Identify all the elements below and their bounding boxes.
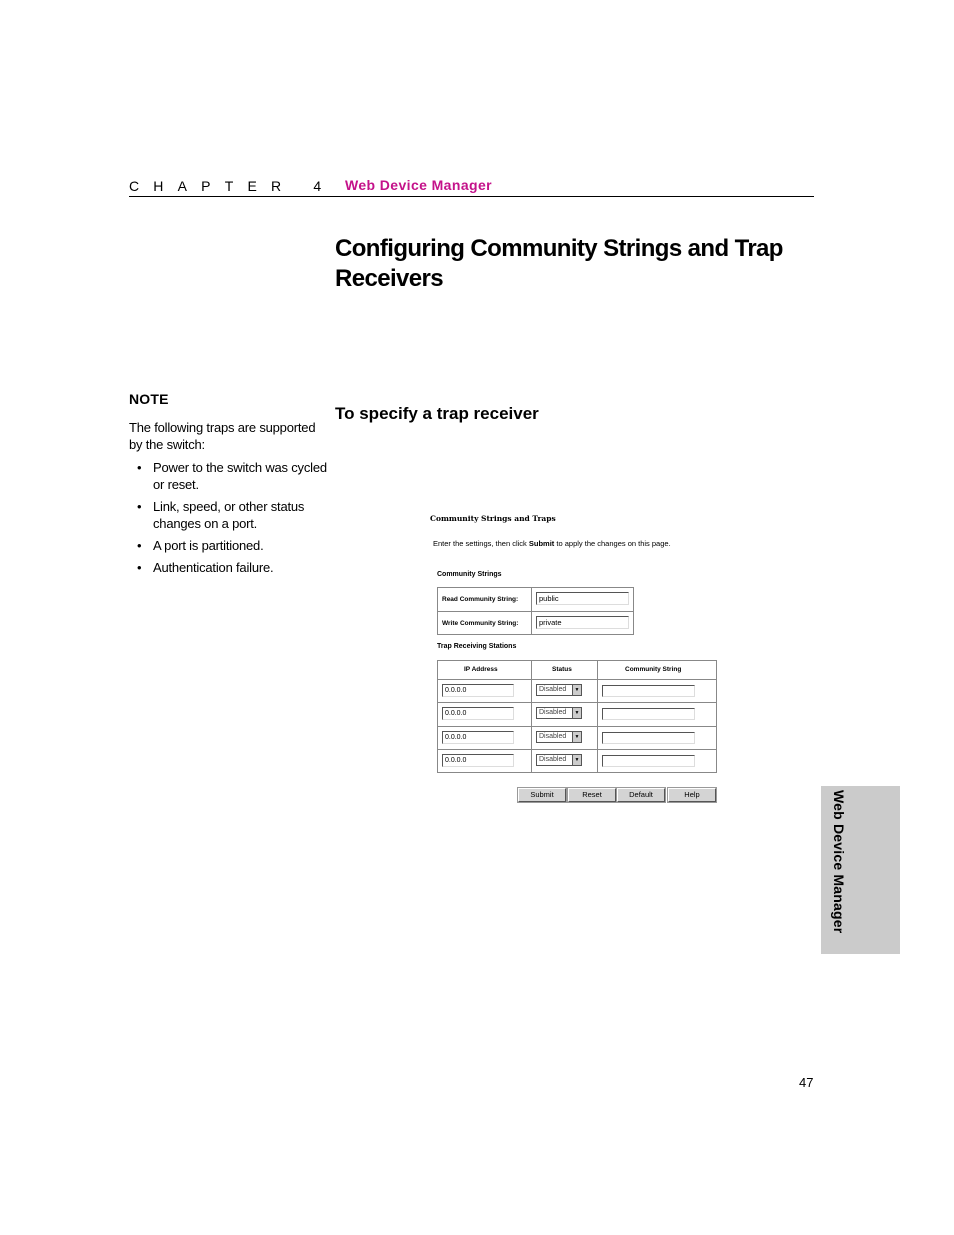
running-header bbox=[129, 176, 814, 197]
column-status: Status bbox=[552, 666, 572, 673]
submit-button[interactable]: Submit bbox=[518, 788, 566, 802]
community-string-input[interactable] bbox=[602, 685, 695, 697]
read-community-input[interactable]: public bbox=[536, 592, 629, 605]
form-instructions: Enter the settings, then click Submit to apply the changes on this page. bbox=[433, 539, 671, 548]
table-row bbox=[438, 749, 716, 772]
table-row bbox=[438, 702, 716, 725]
chapter-title: Web Device Manager bbox=[345, 177, 492, 193]
help-button[interactable]: Help bbox=[668, 788, 716, 802]
community-string-input[interactable] bbox=[602, 732, 695, 744]
note-text: The following traps are supported by the switch: bbox=[129, 420, 316, 452]
trap-stations-table bbox=[437, 660, 717, 773]
status-select[interactable]: Disabled ▼ bbox=[536, 754, 582, 766]
default-button[interactable]: Default bbox=[617, 788, 665, 802]
table-row bbox=[438, 679, 716, 702]
ip-address-input[interactable]: 0.0.0.0 bbox=[442, 754, 514, 767]
column-community-string: Community String bbox=[625, 666, 682, 673]
section-heading: To specify a trap receiver bbox=[335, 404, 539, 423]
form-screenshot bbox=[428, 510, 728, 810]
chevron-down-icon: ▼ bbox=[572, 732, 581, 742]
page-title: Configuring Community Strings and Trap Receivers bbox=[335, 235, 783, 292]
chevron-down-icon: ▼ bbox=[572, 708, 581, 718]
status-select[interactable]: Disabled ▼ bbox=[536, 707, 582, 719]
note-label: NOTE bbox=[129, 391, 169, 407]
note-list bbox=[137, 459, 327, 581]
status-select[interactable]: Disabled ▼ bbox=[536, 684, 582, 696]
write-community-label: Write Community String: bbox=[442, 620, 519, 627]
column-ip-address: IP Address bbox=[464, 666, 498, 673]
chapter-label: CHAPTER 4 bbox=[129, 178, 336, 194]
chevron-down-icon: ▼ bbox=[572, 755, 581, 765]
page-number: 47 bbox=[799, 1075, 814, 1090]
reset-button[interactable]: Reset bbox=[568, 788, 616, 802]
note-item: • Link, speed, or other status changes on a port. bbox=[137, 498, 327, 532]
table-header bbox=[438, 661, 716, 679]
read-community-row bbox=[438, 588, 633, 611]
status-select[interactable]: Disabled ▼ bbox=[536, 731, 582, 743]
ip-address-input[interactable]: 0.0.0.0 bbox=[442, 707, 514, 720]
note-item: • A port is partitioned. bbox=[137, 537, 327, 554]
community-strings-heading: Community Strings bbox=[437, 571, 502, 578]
note-item: • Authentication failure. bbox=[137, 559, 327, 576]
ip-address-input[interactable]: 0.0.0.0 bbox=[442, 731, 514, 744]
side-tab-label: Web Device Manager bbox=[831, 790, 847, 934]
chevron-down-icon: ▼ bbox=[572, 685, 581, 695]
form-title: Community Strings and Traps bbox=[430, 514, 556, 523]
ip-address-input[interactable]: 0.0.0.0 bbox=[442, 684, 514, 697]
trap-stations-heading: Trap Receiving Stations bbox=[437, 643, 517, 650]
read-community-label: Read Community String: bbox=[442, 596, 519, 603]
community-string-input[interactable] bbox=[602, 708, 695, 720]
community-string-input[interactable] bbox=[602, 755, 695, 767]
write-community-row bbox=[438, 612, 633, 635]
note-item: • Power to the switch was cycled or reset. bbox=[137, 459, 327, 493]
community-strings-table bbox=[437, 587, 634, 635]
table-row bbox=[438, 726, 716, 749]
write-community-input[interactable]: private bbox=[536, 616, 629, 629]
